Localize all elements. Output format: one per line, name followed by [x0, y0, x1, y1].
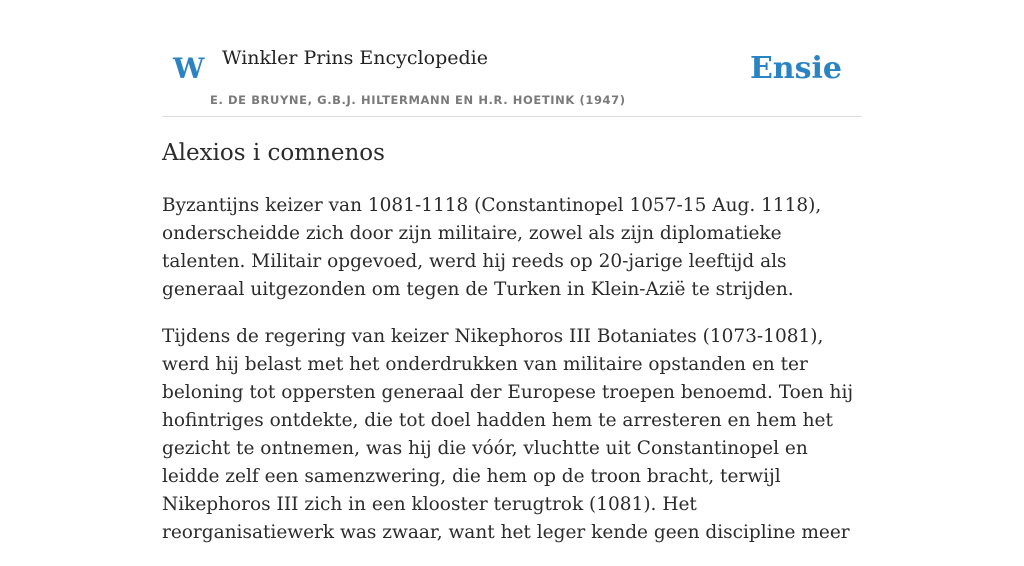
authors-line: E. DE BRUYNE, G.B.J. HILTERMANN EN H.R. HOETINK (1947) — [210, 93, 626, 107]
article-title: Alexios i comnenos — [162, 140, 385, 166]
header — [162, 0, 862, 117]
site-title[interactable]: Winkler Prins Encyclopedie — [222, 47, 488, 69]
article-body — [162, 192, 862, 566]
ensie-brand-logo[interactable]: Ensie — [749, 51, 842, 86]
article-paragraph: Byzantijns keizer van 1081-1118 (Constantinopel 1057-15 Aug. 1118), onderscheidde zich door zijn militaire, zowel als zijn diplomatieke talenten. Militair opgevoed, werd hij reeds op 20-jarige leeftijd als generaal uitgezonden om tegen de Turken in Klein-Azië te strijden. — [162, 195, 822, 300]
page — [162, 0, 862, 543]
winkler-prins-logo[interactable]: W — [173, 52, 205, 85]
article-paragraph: Tijdens de regering van keizer Nikephoros III Botaniates (1073-1081), werd hij belast met het onderdrukken van militaire opstanden en ter beloning tot oppersten generaal der Europese troepen benoemd. Toen hij hofintriges ontdekte, die tot doel hadden hem te arresteren en hem het gezicht te ontnemen, was hij die vóór, vluchtte uit Constantinopel en leidde zelf een samenzwering, die hem op de troon bracht, terwijl Nikephoros III zich in een klooster terugtrok (1081). Het reorganisatiewerk was zwaar, want het leger kende geen discipline meer — [162, 326, 854, 543]
